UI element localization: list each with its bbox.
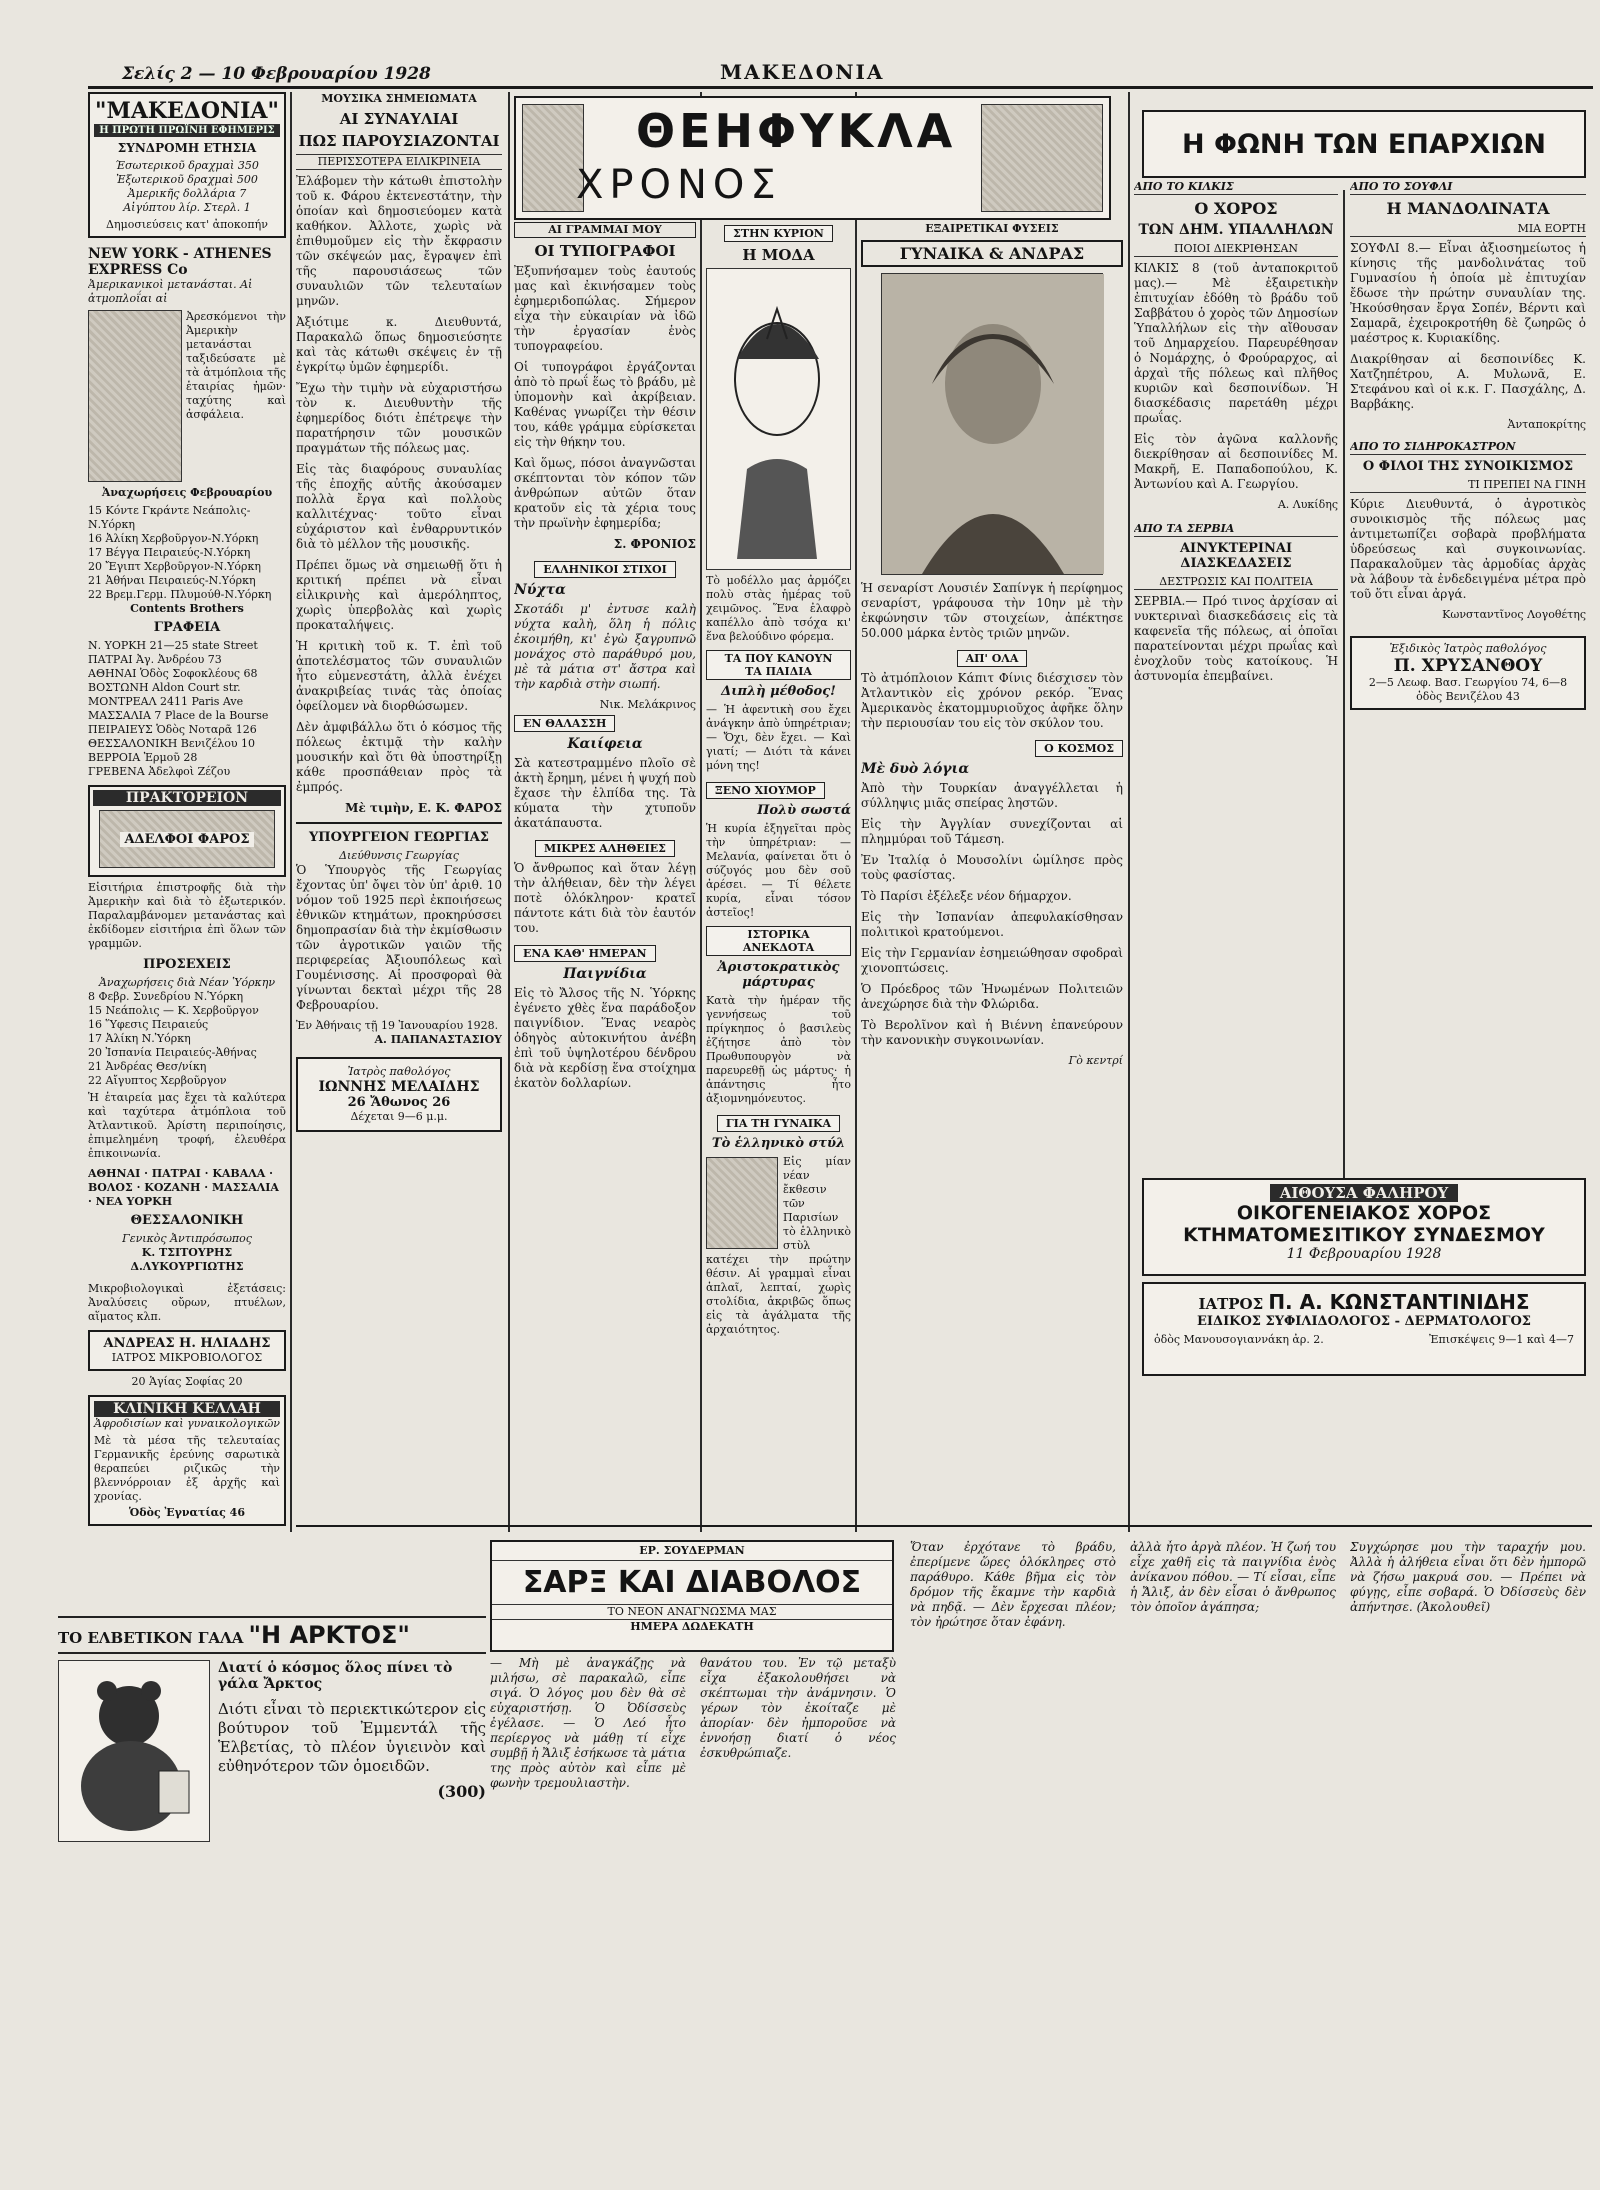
- article-subtitle: ΤΙ ΠΡΕΠΕΙ ΝΑ ΓΙΝΗ: [1350, 478, 1586, 493]
- signature: Μὲ τιμὴν, Ε. Κ. ΦΑΡΟΣ: [345, 801, 502, 815]
- list-item: ΓΡΕΒΕΝΑ Ἀδελφοὶ Ζέζου: [88, 765, 231, 778]
- music-kicker: ΜΟΥΣΙΚΑ ΣΗΜΕΙΩΜΑΤΑ: [321, 92, 477, 105]
- fashion-drawing-icon: [707, 269, 851, 569]
- list-item: ΜΑΣΣΑΛΙΑ 7 Place de la Bourse: [88, 709, 269, 722]
- paragraph: Πρέπει ὅμως νὰ σημειωθῇ ὅτι ἡ κριτική πρέπει νὰ εἶναι εἰλικρινὴς καὶ ἀμερόληπτος, χωρὶς ὑπερβολὰς καὶ χωρὶς προκαταλήψεις.: [296, 558, 502, 632]
- paragraph: Ἡ κριτικὴ τοῦ κ. Τ. ἐπὶ τοῦ ἀποτελέσματος τῶν συναυλιῶν ἦτο εὐμενεστάτη, ἀλλὰ ἐνέχει ἀνακριβείας τινάς τὰς ὁποίας ὀφείλομεν νὰ διορθώσωμεν.: [296, 639, 502, 713]
- column-rule: [290, 92, 292, 1532]
- departures-heading: Ἀναχωρήσεις Φεβρουαρίου: [101, 486, 273, 499]
- paragraph: Εἰς τὸ Ἄλσος τῆς Ν. Ὑόρκης ἐγένετο χθὲς ἕνα παράδοξον παιγνίδιον. Ἕνας νεαρὸς ὁδηγὸς αὐτοκινήτου ἀνέβη ἐπὶ τοῦ ὑψηλοτέρου δένδρου διὰ νὰ κερδίσῃ ἕνα στοίχημα ἑκατὸν δολλαρίων.: [514, 986, 696, 1090]
- arktos-number: (300): [437, 1782, 486, 1801]
- list-item: ΠΑΤΡΑΙ Ἀγ. Ἀνδρέου 73: [88, 653, 222, 666]
- paragraph: Διακρίθησαν αἱ δεσποινίδες Κ. Χατζηπέτρου, Α. Μυλωνᾶ, Ε. Στεφάνου καὶ οἱ κ.κ. Γ. Πασχάλης, Δ. Βαρβάκης.: [1350, 352, 1586, 411]
- ministry-name: Α. ΠΑΠΑΝΑΣΤΑΣΙΟΥ: [374, 1033, 502, 1046]
- section-tag: ΕΝ ΘΑΛΑΣΣΗ: [514, 715, 615, 732]
- province-kicker: ΑΠΟ ΤΟ ΣΙΔΗΡΟΚΑΣΤΡΟΝ: [1350, 440, 1586, 455]
- list-item: 8 Φεβρ. Συνεδρίου Ν.Ὑόρκη: [88, 990, 244, 1003]
- agency-title: ΠΡΑΚΤΟΡΕΙΟΝ: [93, 790, 281, 806]
- column-1: [88, 92, 286, 1622]
- column-rule: [508, 92, 510, 1532]
- poem-title: ΑΙ ΓΡΑΜΜΑΙ ΜΟΥ: [514, 222, 696, 238]
- article-subtitle: ΠΟΙΟΙ ΔΙΕΚΡΙΘΗΣΑΝ: [1134, 242, 1338, 257]
- bottom-rule: [296, 1525, 1592, 1527]
- poem-signature: Νικ. Μελάκρινος: [599, 698, 696, 711]
- list-item: ΒΟΣΤΩΝΗ Aldon Court str.: [88, 681, 241, 694]
- thessaloniki-heading: ΘΕΣΣΑΛΟΝΙΚΗ: [130, 1213, 244, 1228]
- column-rule: [700, 92, 702, 1532]
- office-name: ΑΘΗΝΑΙ: [88, 1167, 141, 1180]
- ad-line: ΚΤΗΜΑΤΟΜΕΣΙΤΙΚΟΥ ΣΥΝΔΕΣΜΟΥ: [1183, 1224, 1545, 1246]
- signature: Σ. ΦΡΟΝΙΟΣ: [613, 537, 696, 551]
- list-item: 15 Νεάπολις — Κ. Χερβοῦργον: [88, 1004, 259, 1017]
- subscription-title: "ΜΑΚΕΔΟΝΙΑ": [95, 98, 279, 124]
- article-title: Ο ΦΙΛΟΙ ΤΗΣ ΣΥΝΟΙΚΙΣΜΟΣ: [1362, 459, 1574, 474]
- column-3: [514, 92, 696, 1522]
- arktos-title: "Η ΑΡΚΤΟΣ": [248, 1621, 410, 1649]
- paragraph: Ἡ κυρία ἐξηγεῖται πρὸς τὴν ὑπηρέτριαν: — Μελανία, φαίνεται ὅτι ὁ σύζυγός μου δὲν σοῦ ἀρέσει. — Τί θέλετε κυρία, εἶναι τόσον ἀστεῖος!: [706, 822, 851, 919]
- office-name: ΚΟΖΑΝΗ: [144, 1181, 201, 1194]
- article-kicker: ΕΞΑΙΡΕΤΙΚΑΙ ΦΥΣΕΙΣ: [925, 222, 1059, 235]
- article-heading: Πολὺ σωστά: [757, 803, 851, 818]
- list-item: ΑΘΗΝΑΙ Ὁδὸς Σοφοκλέους 68: [88, 667, 258, 680]
- paragraph: Ἀξιότιμε κ. Διευθυντά, Παρακαλῶ ὅπως δημοσιεύσητε καὶ τὰς κάτωθι σκέψεις ἐν τῇ ἐγκρίτῳ ὑμῶν ἐφημερίδι.: [296, 315, 502, 374]
- fashion-caption: Τὸ μοδέλλο μας ἀρμόζει πολὺ στὰς ἡμέρας τοῦ χειμῶνος. Ἕνα ἐλαφρὸ καπέλλο ἀπὸ τσόχα κι' ἕνα βελούδινο φόρεμα.: [706, 574, 851, 643]
- arktos-ad: [58, 1616, 486, 1876]
- news-item: Ἐν Ἰταλίᾳ ὁ Μουσολίνι ὡμίλησε πρὸς τοὺς φασίστας.: [861, 853, 1123, 882]
- paragraph: Κύριε Διευθυντά, ὁ ἀγροτικὸς συνοικισμὸς τῆς πόλεως μας ἀντιμετωπίζει σοβαρὰ προβλήματα ὑδρεύσεως καὶ συγκοινωνίας. Παρακαλοῦμεν τὰς ἀρμοδίας ἀρχὰς νὰ λάβουν τὰ ἐνδεδειγμένα μέτρα πρὸ τοῦ ὅτι εἶναι ἀργά.: [1350, 497, 1586, 601]
- physician-role: Ἰατρὸς παθολόγος: [347, 1065, 451, 1078]
- banner-title: ΘΕΗΦΥΚΛΑ: [636, 104, 957, 158]
- subscription-line: Έσωτερικοῦ δραχμαὶ 350: [115, 159, 259, 172]
- list-item: 20 Ἰσπανία Πειραιεύς-Ἀθήνας: [88, 1046, 257, 1059]
- serial-col: [490, 1656, 686, 1956]
- provinces-header: [1142, 110, 1586, 178]
- article-heading: Καιίφεια: [567, 736, 643, 752]
- article-heading: Μὲ δυὸ λόγια: [861, 761, 970, 777]
- thessaloniki-name: Κ. ΤΣΙΤΟΥΡΗΣ: [141, 1246, 233, 1259]
- list-item: 16 Ἀλίκη Χερβοῦργον-Ν.Υόρκη: [88, 532, 259, 545]
- article-title-2: ΠΩΣ ΠΑΡΟΥΣΙΑΖΟΝΤΑΙ: [298, 132, 500, 150]
- subscription-heading: ΣΥΝΔΡΟΜΗ ΕΤΗΣΙΑ: [117, 141, 257, 155]
- serial-col: [1350, 1540, 1586, 1960]
- article-heading: Ἀριστοκρατικὸς μάρτυρας: [717, 960, 840, 990]
- subscription-note: Δημοσιεύσεις κατ' ἀποκοπήν: [106, 218, 268, 231]
- paragraph: Καὶ ὅμως, πόσοι ἀναγνῶσται σκέπτονται τὸν κόπον τῶν ἀνθρώπων αὐτῶν ὅταν κρατοῦν εἰς τὰ χέρια τους τὴν πρωϊνὴν ἐφημερίδα;: [514, 456, 696, 530]
- masthead-rule: [88, 86, 1593, 89]
- agency-subtitle: ΑΔΕΛΦΟΙ ΦΑΡΟΣ: [120, 832, 253, 847]
- thessaloniki-sub: Γενικὸς Ἀντιπρόσωπος: [122, 1232, 252, 1245]
- section-tag: Ο ΚΟΣΜΟΣ: [1035, 740, 1123, 757]
- sailings-heading: ΠΡΟΣΕΧΕΙΣ: [143, 957, 231, 972]
- serial-subtitle: ΤΟ ΝΕΟΝ ΑΝΑΓΝΩΣΜΑ ΜΑΣ: [492, 1604, 892, 1620]
- arktos-line: Διατί ὁ κόσμος ὅλος πίνει τὸ γάλα Ἄρκτος: [218, 1660, 453, 1692]
- ad-address: ὁδὸς Μανουσογιαννάκη ἀρ. 2.: [1154, 1333, 1324, 1346]
- column-2: [296, 92, 502, 1522]
- signature: Ἀνταποκρίτης: [1507, 418, 1586, 431]
- fashion-illustration: [706, 268, 851, 570]
- konstantinidis-ad: [1142, 1282, 1586, 1376]
- chrysanthou-ad: [1350, 636, 1586, 710]
- news-item: Τὸ Παρίσι ἐξέλεξε νέον δήμαρχον.: [861, 889, 1072, 903]
- paragraph: θανάτου του. Ἐν τῷ μεταξὺ εἶχα ἐξακολουθήσει νὰ σκέπτωμαι τὴν ἀνάμνησιν. Ὁ γέρων τὸν ἐκοίταζε μὲ ἀπορίαν· δὲν ἠμποροῦσε νὰ ἐννοήσῃ διατί ὁ νέος ἐσκυθρώπιαζε.: [700, 1656, 896, 1760]
- agency-emblem: [99, 810, 275, 868]
- news-item: Ἀπὸ τὴν Τουρκίαν ἀναγγέλλεται ἡ σύλληψις μιᾶς σπείρας ληστῶν.: [861, 781, 1123, 810]
- contents-brothers: Contents Brothers: [130, 602, 244, 615]
- news-item: Εἰς τὴν Γερμανίαν ἐσημειώθησαν σφοδραὶ χιονοπτώσεις.: [861, 946, 1123, 975]
- provinces-left: [1134, 180, 1338, 1180]
- signature: Α. Λυκίδης: [1277, 498, 1338, 511]
- list-item: ΒΕΡΡΟΙΑ Ἑρμοῦ 28: [88, 751, 198, 764]
- article-title-2: ΤΩΝ ΔΗΜ. ΥΠΑΛΛΗΛΩΝ: [1138, 222, 1334, 238]
- list-item: ΠΕΙΡΑΙΕΥΣ Ὁδὸς Νοταρᾶ 126: [88, 723, 257, 736]
- ministry-sub: Διεύθυνσις Γεωργίας: [339, 849, 459, 862]
- ad-date: 11 Φεβρουαρίου 1928: [1286, 1246, 1442, 1262]
- paragraph: Δὲν ἀμφιβάλλω ὅτι ὁ κόσμος τῆς πόλεως ἐκτιμᾷ τὴν καλὴν μουσικήν καὶ ὅτι θὰ ὑποστηρίξῃ κάθε προσπάθειαν πρὸς τὰ ἐμπρός.: [296, 720, 502, 794]
- article-title: ΓΥΝΑΙΚΑ & ΑΝΔΡΑΣ: [861, 240, 1123, 267]
- faliro-ad: [1142, 1178, 1586, 1276]
- list-item: ΘΕΣΣΑΛΟΝΙΚΗ Βενιζέλου 10: [88, 737, 256, 750]
- paragraph: — Μὴ μὲ ἀναγκάζῃς νὰ μιλήσω, σὲ παρακαλῶ, εἶπε σιγά. Ὁ λόγος μου δὲν θὰ σὲ εὐχαριστήσῃ. Ὁ Ὀδίσσεὺς ἐγέλασε. — Ὁ Λεό ἦτο περίεργος νὰ μάθῃ τί εἶχε συμβῇ ἡ Ἄλιξ ἐσήκωσε τὰ μάτια της πρὸς αὐτὸν καὶ εἶπε μὲ φωνὴν τρεμουλιαστὴν.: [490, 1656, 686, 1790]
- ad-subtitle: ΕΙΔΙΚΟΣ ΣΥΦΙΛΙΔΟΛΟΓΟΣ - ΔΕΡΜΑΤΟΛΟΓΟΣ: [1197, 1314, 1531, 1329]
- province-kicker: ΑΠΟ ΤΑ ΣΕΡΒΙΑ: [1134, 522, 1338, 537]
- paragraph: Ἡ σεναρίστ Λουσιέν Σαπίνγκ ἡ περίφημος σεναρίστ, γράφουσα τὴν 10ην μὲ τὴν ἐκφώνησιν τῶν στοιχείων, ἀπέκτησε 50.000 μάρκα ἐντὸς τριῶν μηνῶν.: [861, 581, 1123, 640]
- clinic-sub: Ἀφροδισίων καὶ γυναικολογικῶν: [94, 1417, 280, 1430]
- provinces-title: Η ΦΩΝΗ ΤΩΝ ΕΠΑΡΧΙΩΝ: [1182, 128, 1546, 160]
- list-item: 22 Βρεμ.Γερμ. Πλυμούθ-Ν.Υόρκη: [88, 588, 272, 601]
- profile-illustration: [706, 1157, 778, 1249]
- offices-heading: ΓΡΑΦΕΙΑ: [153, 620, 221, 635]
- portrait-icon: [882, 274, 1104, 574]
- paragraph: Ἔχω τὴν τιμὴν νὰ εὐχαριστήσω τὸν κ. Διευθυντὴν τῆς ἐφημερίδος διότι ἐπέτρεψε τὴν παρατήρησιν τῶν μουσικῶν πραγμάτων τῆς πόλεως μας.: [296, 381, 502, 455]
- bear-illustration: [58, 1660, 210, 1842]
- paragraph: Οἱ τυπογράφοι ἐργάζονται ἀπὸ τὸ πρωΐ ἕως τὸ βράδυ, μὲ ὑπομονὴν καὶ ἀκρίβειαν. Καθένας γνωρίζει τὴν θέσιν του, κάθε γράμμα εὑρίσκεται εἰς τὴν θήκην του.: [514, 360, 696, 449]
- serial-col: [700, 1656, 896, 1956]
- news-item: Ὁ Πρόεδρος τῶν Ἡνωμένων Πολιτειῶν ἀνεχώρησε διὰ τὴν Φλώριδα.: [861, 982, 1123, 1011]
- office-name: ΝΕΑ ΥΟΡΚΗ: [95, 1195, 173, 1208]
- microbiology-text: Μικροβιολογικαὶ ἐξετάσεις: Ἀναλύσεις οὔρων, πτυέλων, αἵματος κλπ.: [88, 1282, 286, 1323]
- arktos-prefix: ΤΟ ΕΛΒΕΤΙΚΟΝ ΓΑΛΑ: [58, 1629, 244, 1647]
- column-rule: [1343, 190, 1345, 1210]
- article-heading: Παιγνίδια: [563, 966, 647, 982]
- section-tag: ΕΝΑ ΚΑΘ' ΗΜΕΡΑΝ: [514, 945, 656, 962]
- banner-ornament: [522, 104, 584, 212]
- office-name: ΜΑΣΣΑΛΙΑ: [211, 1181, 279, 1194]
- clinic-name: ΚΛΙΝΙΚΗ ΚΕΛΛΑΗ: [94, 1401, 280, 1417]
- banner-ornament: [981, 104, 1103, 212]
- list-item: 16 Ὕφεσις Πειραιεύς: [88, 1018, 209, 1031]
- column-5: [861, 222, 1123, 1522]
- list-item: ΜΟΝΤΡΕΑΛ 2411 Paris Ave: [88, 695, 244, 708]
- provinces-right: [1350, 180, 1586, 1180]
- ad-name: Π. ΧΡΥΣΑΝΘΟΥ: [1393, 656, 1543, 676]
- office-name: ΠΑΤΡΑΙ: [151, 1167, 201, 1180]
- signature: Γὸ κεντρί: [1068, 1054, 1123, 1067]
- ad-hours: Ἐπισκέψεις 9—1 καὶ 4—7: [1429, 1333, 1574, 1346]
- sailings-subheading: Ἀναχωρήσεις διὰ Νέαν Ὑόρκην: [98, 976, 276, 989]
- clinic-ad: [88, 1395, 286, 1526]
- ministry-text: Ὁ Ὑπουργὸς τῆς Γεωργίας ἔχοντας ὑπ' ὄψει τὸν ὑπ' ἀριθ. 10 νόμον τοῦ 1925 περὶ ἐκποιήσεως ἐθνικῶν κτημάτων, προκηρύσσει δημοπρασίαν διὰ τὴν ἐκμίσθωσιν τῶν ἀγροτικῶν γαιῶν τῆς περιφερείας Ἀξιουπόλεως καὶ Γουμένισσης. Αἱ προσφοραὶ θὰ γίνωνται δεκταὶ μέχρι τῆς 28 Φεβρουαρίου.: [296, 863, 502, 1012]
- article-heading: Διπλὴ μέθοδος!: [721, 684, 836, 699]
- paragraph: Ὅταν ἐρχότανε τὸ βράδυ, ἐπερίμενε ὥρες ὁλόκληρες στὸ παράθυρο. Κάθε βῆμα εἰς τὸν δρόμον τῆς ἔκαμνε τὴν καρδιὰ νὰ πηδᾷ. — Δὲν ἔρχεσαι πλέον; τὸν ἠρώτησε ὅταν ἐφάνη.: [910, 1540, 1116, 1629]
- section-tag: ΣΤΗΝ ΚΥΡΙΟΝ: [724, 225, 833, 242]
- poem-heading: Νύχτα: [514, 582, 566, 598]
- article-title: ΟΙ ΤΥΠΟΓΡΑΦΟΙ: [534, 242, 676, 260]
- province-kicker: ΑΠΟ ΤΟ ΣΟΥΦΛΙ: [1350, 180, 1586, 195]
- article-subtitle: ΜΙΑ ΕΟΡΤΗ: [1350, 222, 1586, 237]
- article-title: Η ΜΑΝΔΟΛΙΝΑΤΑ: [1386, 199, 1550, 218]
- ny-express-title: NEW YORK - ATHENES EXPRESS Co: [88, 246, 272, 278]
- banner-subtitle: ΧΡΟΝΟΣ: [576, 162, 782, 208]
- clinic-address: Ὁδὸς Ἐγνατίας 46: [129, 1506, 245, 1519]
- paragraph: ἀλλὰ ἦτο ἀργὰ πλέον. Ἡ ζωή του εἶχε χαθῆ εἰς τὰ παιγνίδια ἑνὸς ἀνίκανου πόθου. — Τί εἶσαι, εἶπε ἡ Ἄλιξ, ἀν δὲν εἶσαι ὁ ἄνθρωπος τὸν ὁποῖον ἀγάπησα;: [1130, 1540, 1336, 1614]
- banner-illustration: [514, 96, 1111, 220]
- poem-text: Σκοτάδι μ' ἐντυσε καλὴ νύχτα καλὴ, ὅλη ἡ πόλις ἐκοιμήθη, κι' ἐγὼ ξαγρυπνῶ μονάχος στὸ παράθυρό μου, μὲ τὰ μάτια στ' ἄστρα καὶ τὴν καρδιὰ στὴν σιωπή.: [514, 602, 696, 691]
- paragraph: Σὰ κατεστραμμένο πλοῖο σὲ ἀκτὴ ἔρημη, μένει ἡ ψυχή ποὺ ἔχασε τὴν ἐλπίδα της. Τὰ κύματα τὴν χτυποῦν ἀκατάπαυστα.: [514, 756, 696, 830]
- article-title: ΑΙΝΥΚΤΕΡΙΝΑΙ ΔΙΑΣΚΕΔΑΣΕΙΣ: [1179, 541, 1293, 571]
- agency-text: Εἰσιτήρια ἐπιστροφῆς διὰ τὴν Ἀμερικὴν καὶ διὰ τὸ ἐξωτερικόν. Παραλαμβάνομεν μετανάστας καὶ ἐκδίδομεν εἰσιτήρια ἐπὶ ὅλων τῶν γραμμῶν.: [88, 881, 286, 950]
- office-name: ΒΟΛΟΣ: [88, 1181, 133, 1194]
- list-item: 17 Ἀλίκη Ν.Ὑόρκη: [88, 1032, 191, 1045]
- list-item: 17 Βέγγα Πειραιεύς-Ν.Υόρκη: [88, 546, 251, 559]
- section-tag: ΕΛΛΗΝΙΚΟΙ ΣΤΙΧΟΙ: [534, 561, 676, 578]
- article-title: Η ΜΟΔΑ: [742, 246, 815, 264]
- list-item: Ν. ΥΟΡΚΗ 21—25 state Street: [88, 639, 258, 652]
- paragraph: ΚΙΛΚΙΣ 8 (τοῦ ἀνταποκριτοῦ μας).— Μὲ ἐξαιρετικὴν ἐπιτυχίαν ἐδόθη τὸ βράδυ τοῦ Σαββάτου ὁ χορὸς τῶν Δημοσίων Ὑπαλλήλων εἰς τὴν αἴθουσαν τοῦ Δημαρχείου. Παρευρέθησαν ὁ Νομάρχης, ὁ Φρούραρχος, αἱ ἀρχαὶ τῆς πόλεως καὶ πλῆθος κυριῶν καὶ δεσποινίδων. Ἡ διασκέδασις παρετάθη μέχρι πρωΐας.: [1134, 261, 1338, 425]
- article-title: ΑΙ ΣΥΝΑΥΛΙΑΙ: [339, 110, 459, 128]
- arktos-text: Διότι εἶναι τὸ περιεκτικώτερον εἰς βούτυρον τοῦ Ἐμμεντάλ τῆς Ἑλβετίας, τὸ πλέον ὑγιεινὸν καὶ εὐθηνότερον τῶν ὁμοειδῶν.: [218, 1700, 486, 1775]
- subscription-subtitle: Η ΠΡΩΤΗ ΠΡΩΪΝΗ ΕΦΗΜΕΡΙΣ: [94, 124, 280, 137]
- doctor-role: ΙΑΤΡΟΣ ΜΙΚΡΟΒΙΟΛΟΓΟΣ: [111, 1351, 263, 1364]
- ship-illustration: [88, 310, 182, 482]
- physician-ad: [296, 1057, 502, 1132]
- serial-title: ΣΑΡΞ ΚΑΙ ΔΙΑΒΟΛΟΣ: [522, 1565, 862, 1600]
- section-tag: ΑΠ' ΟΛΑ: [957, 650, 1028, 667]
- list-item: 21 Ἀνδρέας Θεσ/νίκη: [88, 1060, 207, 1073]
- paragraph: Συγχώρησε μου τὴν ταραχήν μου. Ἀλλὰ ἡ ἀλήθεια εἶναι ὅτι δὲν ἠμπορῶ νὰ ζήσω μακρυά σου. — Πρέπει νὰ φύγῃς, εἶπε σοβαρά. Ὁ Ὀδίσσεὺς δὲν ἀπήντησε. (Ἀκολουθεῖ): [1350, 1540, 1586, 1614]
- thessaloniki-name-2: Δ.ΛΥΚΟΥΡΓΙΩΤΗΣ: [130, 1260, 244, 1273]
- news-item: Τὸ Βερολῖνον καὶ ἡ Βιέννη ἐπανεύρουν τὴν κανονικὴν συγκοινωνίαν.: [861, 1018, 1123, 1047]
- ad-prefix: ΙΑΤΡΟΣ: [1198, 1295, 1264, 1313]
- column-rule: [855, 92, 857, 1532]
- article-subtitle: ΔΕΣΤΡΩΣΙΣ ΚΑΙ ΠΟΛΙΤΕΙΑ: [1134, 575, 1338, 590]
- list-item: 15 Κόντε Γκράντε Νεάπολις-Ν.Υόρκη: [88, 504, 251, 531]
- ministry-date: Ἐν Ἀθήναις τῇ 19 Ἰανουαρίου 1928.: [296, 1019, 499, 1032]
- ministry-title: ΥΠΟΥΡΓΕΙΟΝ ΓΕΩΡΓΙΑΣ: [309, 830, 489, 845]
- paragraph: Εἰς μίαν νέαν ἔκθεσιν τῶν Παρισίων τὸ ἑλληνικὸ στὺλ κατέχει τὴν πρώτην θέσιν. Αἱ γραμμαὶ εἶναι ἁπλαῖ, λεπταί, χωρὶς στολίδια, ἀκριβῶς ὅπως εἰς τὰ ἀγάλματα τῆς ἀρχαιότητος.: [706, 1155, 851, 1336]
- article-heading: Τὸ ἑλληνικὸ στύλ: [711, 1136, 846, 1151]
- departures-list: [88, 504, 286, 602]
- ad-address: 2—5 Λεωφ. Βασ. Γεωργίου 74, 6—8 ὁδὸς Βενιζέλου 43: [1368, 676, 1568, 703]
- section-tag: ΙΣΤΟΡΙΚΑ ΑΝΕΚΔΟΤΑ: [706, 926, 851, 956]
- serial-author: ΕΡ. ΣΟΥΔΕΡΜΑΝ: [492, 1542, 892, 1561]
- physician-name: ΙΩΝΝΗΣ ΜΕΛΑΙΔΗΣ: [318, 1079, 480, 1095]
- physician-address: 26 Ἄθωνος 26: [347, 1095, 451, 1110]
- ad-role: Ἐξιδικὸς Ἱατρὸς παθολόγος: [1389, 642, 1547, 655]
- list-item: 21 Ἀθήναι Πειραιεύς-Ν.Υόρκη: [88, 574, 256, 587]
- paragraph: — Ἡ ἀφεντικὴ σου ἔχει ἀνάγκην ἀπὸ ὑπηρέτριαν; — Ὄχι, δὲν ἔχει. — Καὶ γιατί; — Διότι τὰ κάνει μόνη της!: [706, 703, 851, 772]
- office-name: ΚΑΒΑΛΑ: [212, 1167, 266, 1180]
- paragraph: Εἰς τὰς διαφόρους συναυλίας τῆς ἐποχῆς αὐτῆς ἀκούσαμεν πολλὰ ἔργα καὶ πολλοὺς καλλιτέχνας· τοῦτο εἶναι εὐχάριστον καὶ ἐνθαρρυντικόν διὰ τὸ μέλλον τῆς μουσικῆς.: [296, 462, 502, 551]
- serial-chapter: ΗΜΕΡΑ ΔΩΔΕΚΑΤΗ: [630, 1620, 754, 1633]
- list-item: 20 Ἔγιπτ Χερβοῦργον-Ν.Υόρκη: [88, 560, 261, 573]
- divider: [296, 822, 502, 824]
- sailings-list: [88, 990, 286, 1088]
- paragraph: Εἰς τὸν ἀγῶνα καλλονῆς διεκρίθησαν αἱ δεσποινίδες Μ. Μακρῆ, Ε. Παπαδοπούλου, Κ. Ἀντωνίου καὶ Α. Γεωργίου.: [1134, 432, 1338, 491]
- agency-ad: [88, 785, 286, 877]
- offices-list: [88, 639, 286, 779]
- section-tag: ΜΙΚΡΕΣ ΑΛΗΘΕΙΕΣ: [535, 840, 675, 857]
- province-kicker: ΑΠΟ ΤΟ ΚΙΛΚΙΣ: [1134, 180, 1338, 195]
- paragraph: Ἐλάβομεν τὴν κάτωθι ἐπιστολὴν τοῦ κ. Φάρου ἐκτενεστάτην, τὴν ὁποίαν καὶ δημοσιεύομεν κατὰ καθήκον. Ἀλλοτε, χωρὶς νὰ ἐπιθυμοῦμεν εἰς τὴν ἔκφρασιν τῶν σκέψεών μας, ἔγραψεν ἐπὶ τῆς παρουσιάσεως τῶν συναυλιῶν τῶν τελευταίων μηνῶν.: [296, 174, 502, 308]
- paragraph: Κατὰ τὴν ἡμέραν τῆς γεννήσεως τοῦ πρίγκηπος ὁ βασιλεὺς ἐζήτησε ἀπὸ τὸν Πρωθυπουργὸν νὰ παρευρεθῇ ὡς μάρτυς· ἡ ἀπάντησις ἦτο ἀξιομνημόνευτος.: [706, 994, 851, 1105]
- news-item: Εἰς τὴν Ἀγγλίαν συνεχίζονται αἱ πλημμύραι τοῦ Τάμεση.: [861, 817, 1123, 846]
- microbiology-ad: [88, 1330, 286, 1371]
- signature: Κωνσταντῖνος Λογοθέτης: [1442, 608, 1586, 621]
- subscription-line: Αἰγύπτου λίρ. Στερλ. 1: [123, 201, 251, 214]
- ad-name: Π. Α. ΚΩΝΣΤΑΝΤΙΝΙΔΗΣ: [1268, 1290, 1530, 1314]
- serial-header: [490, 1540, 894, 1652]
- portrait-photo: [881, 273, 1103, 575]
- article-subtitle: ΠΕΡΙΣΣΟΤΕΡΑ ΕΙΛΙΚΡΙΝΕΙΑ: [296, 154, 502, 170]
- ny-express-text: Ἀρεσκόμενοι τὴν Ἀμερικὴν μετανάσται ταξιδεύσατε μὲ τὰ ἀτμόπλοια τῆς ἑταιρίας ἡμῶν· ταχύτης καὶ ἀσφάλεια.: [186, 310, 286, 421]
- ad-line: ΟΙΚΟΓΕΝΕΙΑΚΟΣ ΧΟΡΟΣ: [1236, 1202, 1492, 1224]
- masthead-center: ΜΑΚΕΔΟΝΙΑ: [720, 60, 885, 84]
- doctor-name: ΑΝΔΡΕΑΣ Η. ΗΛΙΑΔΗΣ: [103, 1336, 271, 1351]
- column-rule: [1128, 92, 1130, 1532]
- paragraph: Ὁ ἄνθρωπος καὶ ὅταν λέγῃ τὴν ἀλήθειαν, δὲν τὴν λέγει ποτὲ ὁλόκληρον· κρατεῖ πάντοτε κάτι διὰ τὸν ἑαυτόν του.: [514, 861, 696, 935]
- paragraph: Τὸ ἀτμόπλοιον Κάπιτ Φίνις διέσχισεν τὸν Ἀτλαντικὸν εἰς χρόνον ρεκόρ. Ἕνας Ἀμερικανὸς ἑκατομμυριοῦχος ἀφῆκε ὅλην τὴν περιουσίαν του εἰς τὸν σκύλον του.: [861, 671, 1123, 730]
- paragraph: ΣΟΥΦΛΙ 8.— Εἶναι ἀξιοσημείωτος ἡ κίνησις τῆς μανδολινάτας τοῦ Γυμνασίου ἡ ὁποία μὲ ἐπιτυχίαν ἔδωσε τὴν πρώτην συναυλίαν της. Ἠκούσθησαν ἔργα Σοπέν, Βέρντι καὶ Σαμαρᾶ, ἐχειροκροτήθη δὲ ζωηρῶς ὁ μαέστρος κ. Κυριακίδης.: [1350, 241, 1586, 345]
- section-tag: ΤΑ ΠΟΥ ΚΑΝΟΥΝ ΤΑ ΠΑΙΔΙΑ: [706, 650, 851, 680]
- sailings-offices: ΑΘΗΝΑΙ · ΠΑΤΡΑΙ · ΚΑΒΑΛΑ · ΒΟΛΟΣ · ΚΟΖΑΝΗ · ΜΑΣΣΑΛΙΑ · ΝΕΑ ΥΟΡΚΗ: [88, 1167, 279, 1208]
- list-item: 22 Αἴγυπτος Χερβοῦργον: [88, 1074, 227, 1087]
- section-tag: ΓΙΑ ΤΗ ΓΥΝΑΙΚΑ: [717, 1115, 840, 1132]
- serial-col: [910, 1540, 1116, 1960]
- news-item: Εἰς τὴν Ἰσπανίαν ἀπεφυλακίσθησαν πολιτικοὶ κρατούμενοι.: [861, 910, 1123, 939]
- serial-col: [1130, 1540, 1336, 1960]
- ny-express-lead: Ἀμερικανικοὶ μετανάσται. Αἱ ἀτμοπλοΐαι αἱ: [88, 278, 253, 305]
- sailings-text: Ἡ ἑταιρεία μας ἔχει τὰ καλύτερα καὶ ταχύτερα ἀτμόπλοια τοῦ Ἀτλαντικοῦ. Ἀρίστη περιποίησις, ἐπιμελημένη τροφή, ἐλευθέρα ἐπικοινωνία.: [88, 1091, 286, 1160]
- paragraph: ΣΕΡΒΙΑ.— Πρό τινος ἀρχίσαν αἱ νυκτεριναὶ διασκεδάσεις εἰς τὰ καφενεῖα τῆς πόλεως, αἱ ὁποῖαι παρατείνονται μέχρι πρωΐας καὶ ἐνοχλοῦν τοὺς κατοίκους. Ἡ ἀστυνομία ἐπεμβαίνει.: [1134, 594, 1338, 683]
- masthead-left: Σελίς 2 — 10 Φεβρουαρίου 1928: [122, 64, 431, 84]
- section-tag: ΞΕΝΟ ΧΙΟΥΜΟΡ: [706, 782, 825, 799]
- column-4: [706, 222, 851, 1522]
- ad-hall: ΑΙΘΟΥΣΑ ΦΑΛΗΡΟΥ: [1270, 1184, 1459, 1202]
- paragraph: Ἐξυπνήσαμεν τοὺς ἐαυτούς μας καὶ ἐκινήσαμεν τοὺς ἐφημεριδοπώλας. Σήμερον εἶχα τὴν εὐκαιρίαν νὰ ἰδῶ τὴν ἐργασίαν ἑνὸς τυπογραφείου.: [514, 264, 696, 353]
- subscription-line: Ἐξωτερικοῦ δραχμαὶ 500: [116, 173, 258, 186]
- subscription-line: Ἀμερικῆς δολλάρια 7: [127, 187, 247, 200]
- clinic-text: Μὲ τὰ μέσα τῆς τελευταίας Γερμανικῆς ἐρεύνης σαρωτικὰ θεραπεύει ριζικῶς τὴν βλεννόρροιαν ἐξ ἀρχῆς καὶ χρονίας.: [94, 1434, 280, 1503]
- microbiology-address: 20 Ἁγίας Σοφίας 20: [131, 1375, 243, 1388]
- article-title: Ο ΧΟΡΟΣ: [1194, 199, 1278, 218]
- subscription-box: [88, 92, 286, 238]
- bear-icon: [59, 1661, 209, 1841]
- physician-hours: Δέχεται 9—6 μ.μ.: [350, 1110, 448, 1123]
